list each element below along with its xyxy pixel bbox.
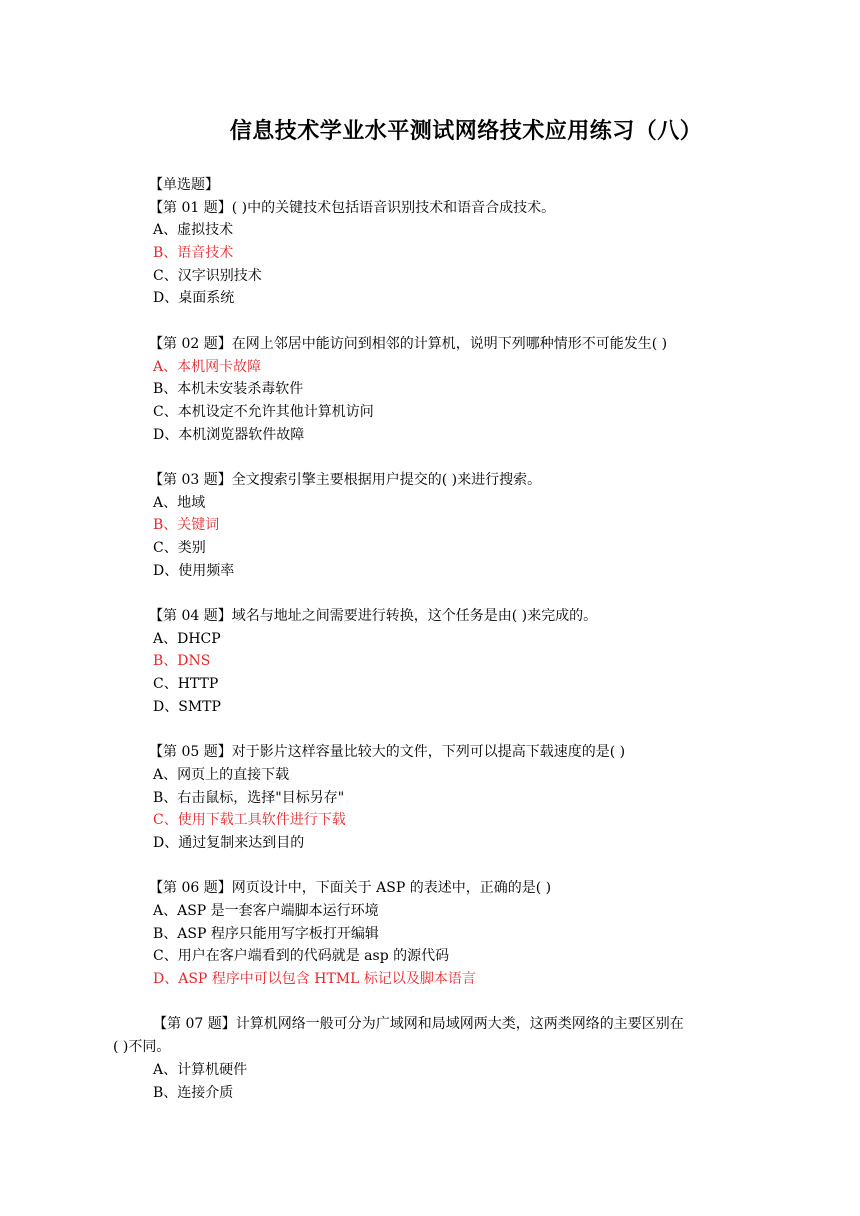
- option-c: C、本机设定不允许其他计算机访问: [153, 403, 374, 420]
- option-a: A、网页上的直接下载: [153, 766, 290, 783]
- option-c-correct: C、使用下载工具软件进行下载: [153, 812, 346, 829]
- question-stem: 【第 04 题】域名与地址之间需要进行转换，这个任务是由( )来完成的。: [149, 608, 598, 625]
- option-a: A、计算机硬件: [153, 1061, 248, 1078]
- section-label: 【单选题】: [149, 177, 219, 193]
- question-block: [145, 605, 745, 718]
- question-block: [145, 877, 745, 990]
- option-a-correct: A、本机网卡故障: [153, 358, 262, 375]
- option-c: C、汉字识别技术: [153, 267, 262, 284]
- question-stem: 【第 05 题】对于影片这样容量比较大的文件，下列可以提高下载速度的是( ): [149, 744, 626, 761]
- option-c: C、类别: [153, 540, 206, 556]
- option-a: A、DHCP: [153, 630, 221, 647]
- option-b: B、右击鼠标，选择"目标另存": [153, 789, 345, 806]
- question-stem-continuation: ( )不同。: [113, 1039, 171, 1056]
- question-block: [145, 333, 745, 446]
- option-d: D、桌面系统: [153, 290, 235, 307]
- option-d: D、通过复制来达到目的: [153, 834, 305, 851]
- question-block: [113, 1013, 745, 1104]
- question-list: [113, 174, 745, 1104]
- option-d-correct: D、ASP 程序中可以包含 HTML 标记以及脚本语言: [153, 971, 476, 988]
- option-c: C、HTTP: [153, 676, 219, 693]
- question-stem: 【第 02 题】在网上邻居中能访问到相邻的计算机，说明下列哪种情形不可能发生( ): [149, 335, 668, 352]
- document-title: 信息技术学业水平测试网络技术应用练习（八）: [229, 119, 703, 144]
- option-b-correct: B、DNS: [153, 653, 211, 670]
- option-d: D、本机浏览器软件故障: [153, 426, 305, 443]
- option-b-correct: B、关键词: [153, 517, 220, 534]
- option-d: D、SMTP: [153, 698, 221, 715]
- question-block: [145, 741, 745, 854]
- option-d: D、使用频率: [153, 562, 235, 579]
- option-b-correct: B、语音技术: [153, 245, 234, 262]
- question-stem: 【第 07 题】计算机网络一般可分为广域网和局域网两大类，这两类网络的主要区别在: [153, 1016, 684, 1033]
- option-a: A、地域: [153, 494, 206, 511]
- question-block: [145, 197, 745, 310]
- option-a: A、虚拟技术: [153, 222, 234, 239]
- option-c: C、用户在客户端看到的代码就是 asp 的源代码: [153, 948, 450, 965]
- question-stem: 【第 03 题】全文搜索引擎主要根据用户提交的( )来进行搜索。: [149, 471, 542, 488]
- question-stem: 【第 01 题】( )中的关键技术包括语音识别技术和语音合成技术。: [149, 199, 556, 216]
- option-b: B、连接介质: [153, 1084, 234, 1101]
- option-a: A、ASP 是一套客户端脚本运行环境: [153, 903, 379, 919]
- question-block: [145, 469, 745, 582]
- question-stem: 【第 06 题】网页设计中，下面关于 ASP 的表述中，正确的是( ): [149, 880, 552, 897]
- option-b: B、本机未安装杀毒软件: [153, 381, 304, 398]
- option-b: B、ASP 程序只能用写字板打开编辑: [153, 925, 379, 942]
